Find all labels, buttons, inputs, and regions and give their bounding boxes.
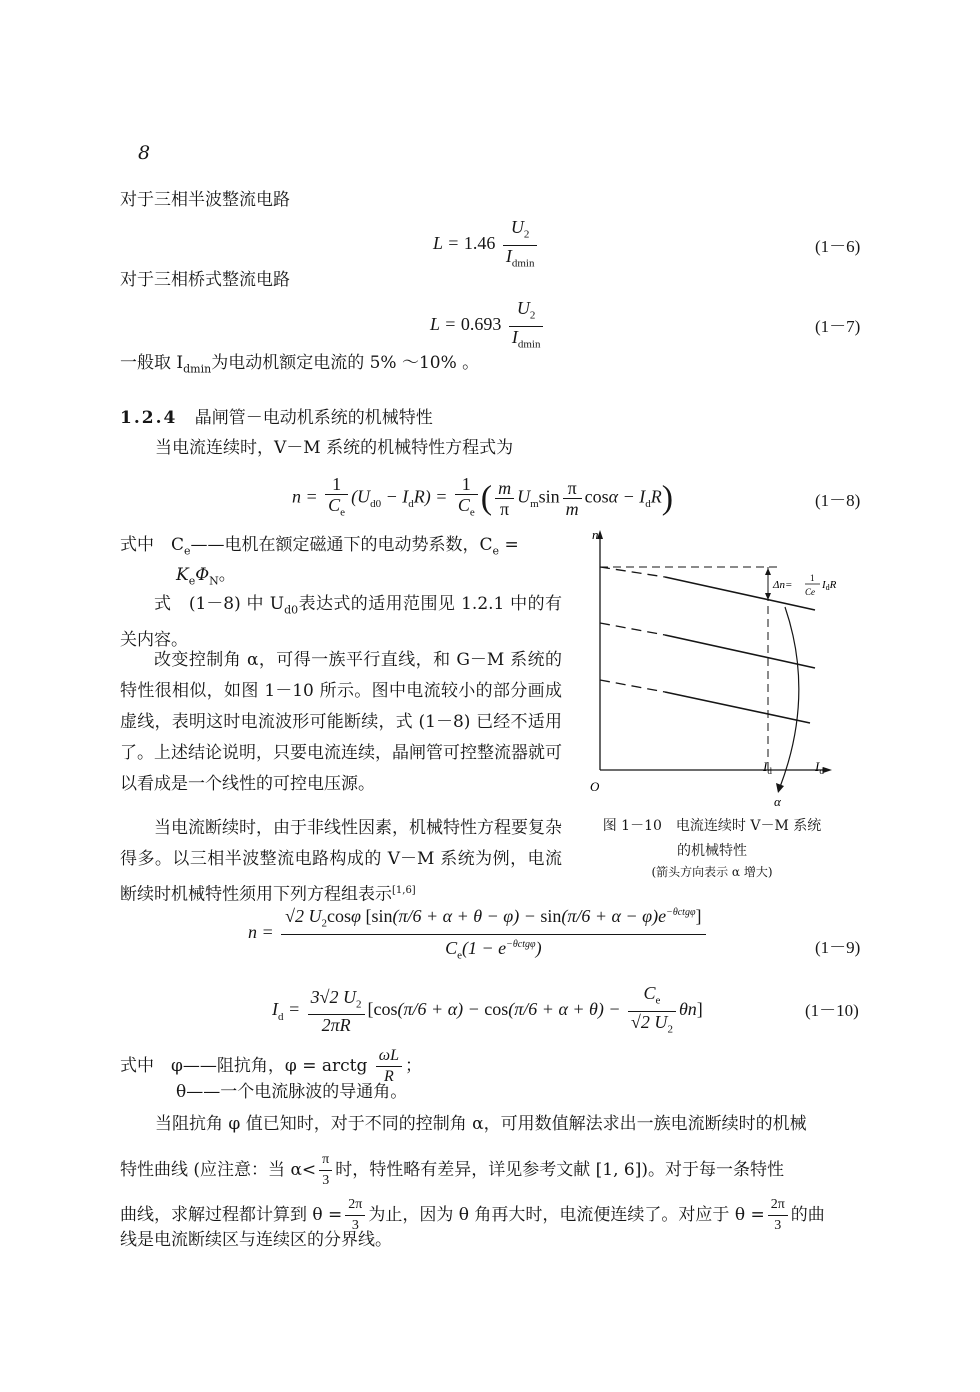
text-ke-phi (176, 565, 236, 591)
section-number: 1.2.4 (120, 408, 178, 428)
text-phi-definition: 式中 φ——阻抗角，φ = arctg $\frac{\omega L}{R}$ ； (120, 1047, 422, 1085)
delta-rest-label: IdR (822, 579, 837, 592)
alpha-arrow (780, 607, 799, 787)
idmin-note-rest: 为电动机额定电流的 5% ～10% 。 (211, 353, 480, 373)
marker-id-label: $I_d$ (763, 759, 772, 776)
delta-frac-num: 1 (810, 573, 815, 583)
paragraph-discontinuous (120, 813, 562, 911)
ce-def-eq: = (499, 535, 519, 555)
para-ud0-sub: d0 (284, 603, 299, 617)
equation-1-7: L = 0.693 $\frac{U_2}{I_{dmin}}$ (430, 298, 546, 354)
figure-caption-line3: (箭头方向表示 α 增大) (651, 865, 773, 879)
ke-k: K (176, 565, 189, 585)
two-pi-over-3-a: $\frac{2\pi}{3}$ (345, 1195, 365, 1236)
equation-label-1-9: (1－9) (815, 938, 861, 957)
curve-2-solid (665, 635, 815, 668)
curve-2-dashed (600, 623, 665, 635)
para-phi-3c: 的曲 (790, 1205, 825, 1225)
text-three-phase-half: 对于三相半波整流电路 (120, 190, 290, 210)
para-discont-ref: [1,6] (392, 885, 416, 896)
curve-3-solid (665, 692, 810, 723)
text-theta-definition: θ——一个电流脉波的导通角。 (176, 1082, 408, 1102)
alpha-label: α (774, 794, 781, 809)
section-title: 晶闸管－电动机系统的机械特性 (194, 408, 433, 428)
para-ud0-lead: 式 (1－8) 中 U (154, 594, 285, 614)
ce-def-lead: 式中 C (120, 535, 185, 555)
para-phi-2b: 时，特性略有差异，详见参考文献 [1, 6])。对于每一条特性 (335, 1160, 784, 1180)
text-ce-definition (120, 535, 519, 561)
paragraph-phi-line2 (120, 1150, 784, 1191)
para-phi-3a: 曲线，求解过程都计算到 θ = (120, 1205, 343, 1225)
ce-def-rest: ——电机在额定磁通下的电动势系数，C (190, 535, 493, 555)
figure-caption-line2: 的机械特性 (677, 843, 747, 859)
equation-1-9: n = $\frac{√2 U_2\cos\varphi [\sin(\pi/6 + \alpha + \theta - \varphi) - \sin(\pi/6 + \alpha - \varphi)e^{-\theta ctg\varphi}]}{C_e(1 - e^{-\theta ctg\varphi})}$ (248, 903, 709, 965)
para-phi-2a: 特性曲线 (应注意：当 α< (120, 1160, 317, 1180)
para-phi-3b: 为止，因为 θ 角再大时，电流便连续了。对应于 θ = (368, 1205, 765, 1225)
paragraph-alpha: 改变控制角 α，可得一族平行直线，和 G－M 系统的特性很相似，如图 1－10 所示。图中电流较小的部分画成虚线，表明这时电流波形可能断续，式 (1－8) 已经不适用了。上述结论说明，只要电流连续，晶闸管可控整流器就可以看成是一个线性的可控电压源。 (120, 650, 562, 794)
figure-1-10 (570, 525, 860, 815)
delta-n-label: Δn= (773, 579, 793, 591)
axis-id-label: $I_d$ (815, 759, 824, 776)
delta-n-arrowhead-top (765, 568, 771, 575)
ce-def-sub: e (184, 544, 191, 558)
equation-label-1-6: (1－6) (815, 237, 861, 256)
equation-1-8: n = $\frac{1}{C_e}$ $(U_{d0} - I_dR)$ = $\frac{1}{C_e}$ ( $\frac{m}{\pi}$ $U_m\sin$ $\frac{\pi}{m}$ $\cos\alpha - I_dR$) (292, 474, 674, 519)
equation-1-6: L = 1.46 $\frac{U_2}{I_{dmin}}$ (433, 217, 540, 273)
ke-phi: Φ (195, 565, 210, 585)
delta-frac-den: Ce (805, 587, 815, 597)
idmin-note-lead: 一般取 I (120, 353, 184, 373)
idmin-note-sub: dmin (183, 362, 212, 376)
two-pi-over-3-b: $\frac{2\pi}{3}$ (768, 1195, 788, 1236)
phi-def-fraction: $\frac{\omega L}{R}$ (376, 1046, 402, 1087)
ke-end: 。 (218, 565, 236, 585)
pi-over-3-a: $\frac{\pi}{3}$ (319, 1150, 332, 1191)
curve-3-dashed (600, 680, 665, 692)
equation-label-1-7: (1－7) (815, 317, 861, 336)
section-heading (120, 408, 433, 429)
phi-def-lead: 式中 φ——阻抗角，φ = arctg (120, 1056, 368, 1076)
ke-sub: e (188, 574, 196, 588)
text-three-phase-bridge: 对于三相桥式整流电路 (120, 270, 290, 290)
equation-label-1-8: (1－8) (815, 491, 861, 510)
text-continuous-intro: 当电流连续时，V－M 系统的机械特性方程式为 (155, 438, 514, 458)
para-ud0-rest: 表达式的适用范围见 1.2.1 中的有关内容。 (120, 594, 563, 651)
eq7-coef: 0.693 (460, 314, 502, 335)
alpha-arrowhead (776, 783, 784, 793)
ce-def-rest-sub: e (492, 544, 500, 558)
id-axis-arrow (823, 767, 832, 773)
text-idmin-note (120, 353, 479, 379)
eq6-coef: 1.46 (463, 233, 496, 254)
axis-origin-label: O (590, 779, 600, 794)
ke-phi-sub: N (209, 574, 219, 588)
figure-caption-line1: 图 1－10 电流连续时 V－M 系统 (602, 818, 822, 834)
equation-label-1-10: (1－10) (805, 1001, 859, 1020)
page-number: 8 (138, 142, 151, 164)
equation-1-10: $I_d$ = $\frac{3√2 U_2}{2\pi R}$ [cos(π/6 + α) − cos(π/6 + α + θ) − $\frac{C_e}{√2 U_2}$ θn] (272, 983, 703, 1036)
paragraph-phi-line1: 当阻抗角 φ 值已知时，对于不同的控制角 α，可用数值解法求出一族电流断续时的机械 (155, 1114, 807, 1134)
para-discont-body: 当电流断续时，由于非线性因素，机械特性方程要复杂得多。以三相半波整流电路构成的 V－M 系统为例，电流断续时机械特性须用下列方程组表示 (120, 818, 562, 905)
curve-1-dashed (600, 567, 665, 577)
axis-n-label: n (592, 527, 599, 542)
paragraph-phi-line4: 线是电流断续区与连续区的分界线。 (120, 1230, 392, 1250)
curve-1-solid (665, 577, 815, 610)
